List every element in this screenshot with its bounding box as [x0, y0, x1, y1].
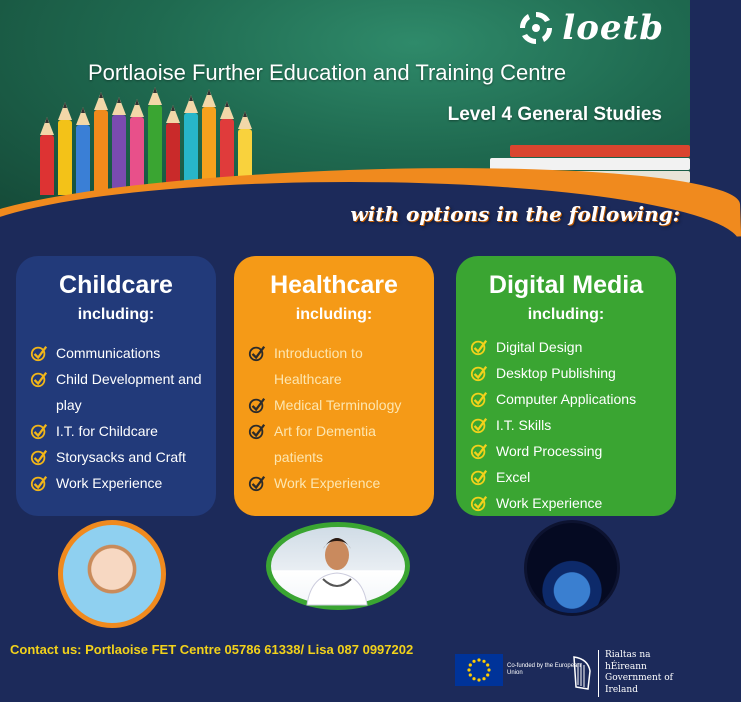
card-subtitle: including: — [295, 305, 373, 323]
gov-line-english: Government of Ireland — [605, 673, 674, 696]
card-title: Healthcare — [270, 271, 398, 299]
list-item-label: Medical Terminology — [274, 396, 402, 413]
list-item — [470, 412, 662, 438]
page-title: Portlaoise Further Education and Training Centre — [88, 60, 567, 85]
digital-globe-photo — [524, 520, 620, 616]
list-item — [470, 386, 662, 412]
list-item-label: Child Development and play — [56, 370, 202, 413]
check-circle-icon — [248, 344, 266, 362]
check-circle-icon — [470, 468, 488, 486]
list-item-label: I.T. for Childcare — [56, 422, 158, 439]
list-item-label: Communications — [56, 344, 161, 361]
eu-flag-icon — [455, 654, 503, 686]
pencil-pink — [130, 117, 144, 195]
check-circle-icon — [30, 344, 48, 362]
government-of-ireland-logo — [570, 650, 690, 697]
check-circle-icon — [470, 494, 488, 512]
healthcare-list — [248, 340, 420, 496]
child-painted-hands-photo — [58, 520, 166, 628]
check-circle-icon — [30, 448, 48, 466]
list-item-label: Work Experience — [56, 474, 163, 491]
list-item-label: I.T. Skills — [496, 416, 552, 433]
book — [510, 145, 690, 157]
list-item-label: Introduction to Healthcare — [274, 344, 363, 387]
list-item — [30, 418, 202, 444]
check-circle-icon — [248, 422, 266, 440]
options-banner: with options in the following: — [350, 202, 680, 226]
eu-text: Co-funded by the European Union — [507, 662, 581, 676]
childcare-card — [16, 256, 216, 516]
list-item — [470, 334, 662, 360]
list-item — [30, 470, 202, 496]
pencil-blue — [76, 125, 90, 195]
check-circle-icon — [30, 474, 48, 492]
card-subtitle: including: — [527, 305, 605, 323]
contact-info: Contact us: Portlaoise FET Centre 05786 61338/ Lisa 087 0997202 — [10, 642, 414, 657]
list-item-label: Art for Dementia patients — [274, 422, 376, 465]
list-item-label: Storysacks and Craft — [56, 448, 186, 465]
list-item — [470, 464, 662, 490]
swirl-logo-icon — [516, 8, 556, 48]
childcare-list — [30, 340, 202, 496]
list-item — [30, 444, 202, 470]
digital-media-card — [456, 256, 676, 516]
list-item-label: Desktop Publishing — [496, 364, 616, 381]
list-item — [248, 470, 420, 496]
list-item — [248, 418, 420, 470]
logo-text: loetb — [562, 8, 664, 48]
loetb-logo — [516, 8, 664, 48]
check-circle-icon — [30, 370, 48, 388]
check-circle-icon — [248, 474, 266, 492]
check-circle-icon — [248, 396, 266, 414]
list-item — [248, 392, 420, 418]
card-title: Childcare — [59, 271, 173, 299]
page-subtitle: Level 4 General Studies — [447, 104, 662, 125]
check-circle-icon — [470, 390, 488, 408]
check-circle-icon — [470, 416, 488, 434]
pencil-orange — [94, 110, 108, 195]
harp-icon — [570, 655, 592, 691]
list-item-label: Computer Applications — [496, 390, 637, 407]
pencil-green — [148, 105, 162, 195]
gov-line-irish: Rialtas na hÉireann — [605, 650, 651, 672]
list-item — [30, 366, 202, 418]
list-item-label: Work Experience — [274, 474, 381, 491]
list-item — [248, 340, 420, 392]
pencil-purple — [112, 115, 126, 195]
list-item — [30, 340, 202, 366]
healthcare-card — [234, 256, 434, 516]
government-text — [598, 650, 690, 697]
list-item — [470, 360, 662, 386]
nurse-photo — [266, 522, 410, 610]
nurse-illustration — [271, 527, 405, 605]
check-circle-icon — [30, 422, 48, 440]
list-item-label: Word Processing — [496, 442, 603, 459]
check-circle-icon — [470, 338, 488, 356]
pencil-red — [40, 135, 54, 195]
digital-media-list — [470, 334, 662, 516]
eu-stars — [455, 654, 503, 686]
check-circle-icon — [470, 442, 488, 460]
card-subtitle: including: — [77, 305, 155, 323]
list-item-label: Excel — [496, 468, 531, 485]
card-title: Digital Media — [488, 271, 644, 299]
list-item-label: Digital Design — [496, 338, 583, 355]
list-item-label: Work Experience — [496, 494, 603, 511]
pencil-yellow — [58, 120, 72, 195]
list-item — [470, 490, 662, 516]
check-circle-icon — [470, 364, 488, 382]
list-item — [470, 438, 662, 464]
